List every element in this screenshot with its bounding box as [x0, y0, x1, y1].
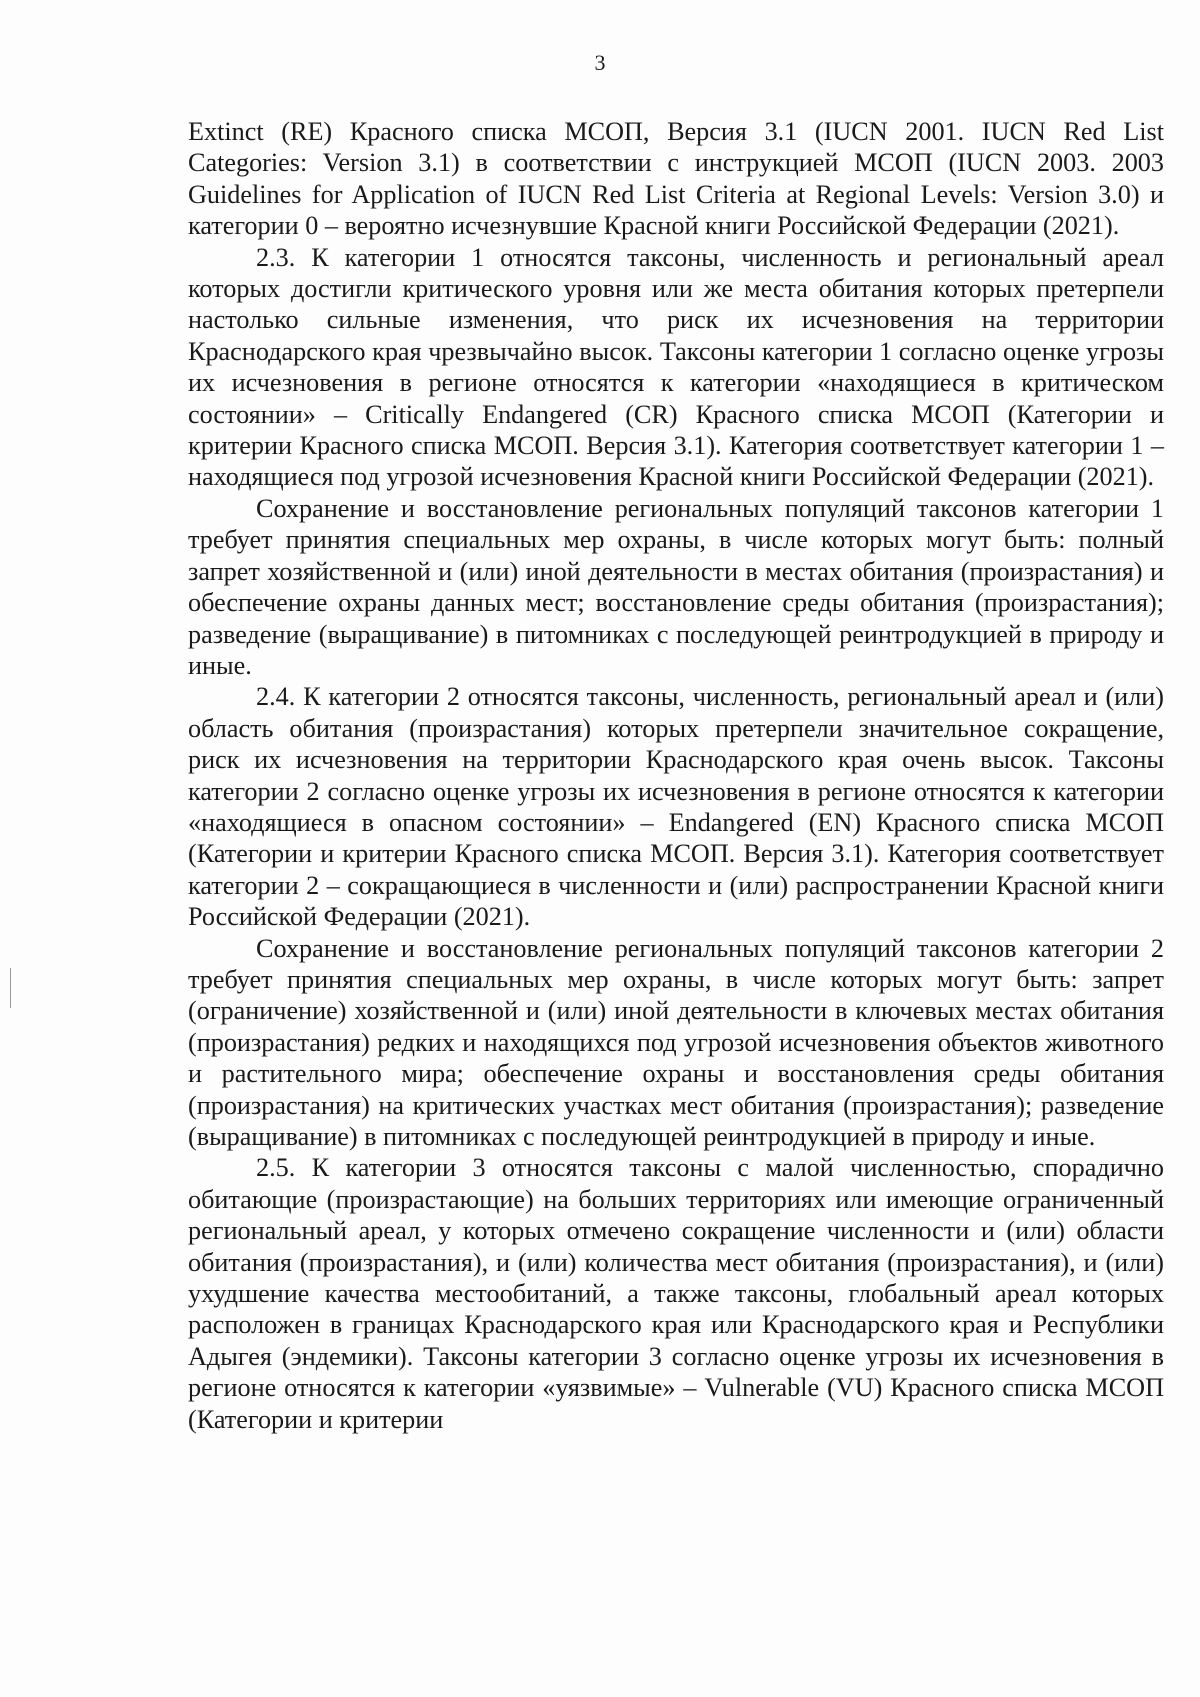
margin-mark [10, 968, 11, 1008]
page-number: 3 [594, 50, 606, 75]
document-body [188, 116, 1164, 1435]
paragraph-category-2-measures: Сохранение и восстановление региональных популяций таксонов категории 2 требует принятия специальных мер охраны, в числе которых могут быть: запрет (ограничение) хозяйственной и (или) иной деятельности в ключевых местах обитания (произрастания) редких и находящихся под угрозой исчезновения объектов животного и растительного мира; обеспечение охраны и восстановления среды обитания (произрастания) на критических участках мест обитания (произрастания); разведение (выращивание) в питомниках с последующей реинтродукцией в природу и иные. [188, 933, 1164, 1151]
paragraph-section-2-3: 2.3. К категории 1 относятся таксоны, численность и региональный ареал которых достигли критического уровня или же места обитания которых претерпели настолько сильные изменения, что риск их исчезновения на территории Краснодарского края чрезвычайно высок. Таксоны категории 1 согласно оценке угрозы их исчезновения в регионе относятся к категории «находящиеся в критическом состоянии» – Critically Endangered (CR) Красного списка МСОП (Категории и критерии Красного списка МСОП. Версия 3.1). Категория соответствует категории 1 – находящиеся под угрозой исчезновения Красной книги Российской Федерации (2021). [188, 242, 1164, 492]
paragraph-continuation: Extinct (RE) Красного списка МСОП, Версия 3.1 (IUCN 2001. IUCN Red List Categories: Version 3.1) в соответствии с инструкцией МСОП (IUCN 2003. 2003 Guidelines for Application of IUCN Red List Criteria at Regional Levels: Version 3.0) и категории 0 – вероятно исчезнувшие Красной книги Российской Федерации (2021). [188, 117, 1164, 241]
paragraph-category-1-measures: Сохранение и восстановление региональных популяций таксонов категории 1 требует принятия специальных мер охраны, в числе которых могут быть: полный запрет хозяйственной и (или) иной деятельности в местах обитания (произрастания) и обеспечение охраны данных мест; восстановление среды обитания (произрастания); разведение (выращивание) в питомниках с последующей реинтродукцией в природу и иные. [188, 493, 1164, 680]
paragraph-section-2-5: 2.5. К категории 3 относятся таксоны с малой численностью, спорадично обитающие (произрастающие) на больших территориях или имеющие ограниченный региональный ареал, у которых отмечено сокращение численности и (или) области обитания (произрастания), и (или) количества мест обитания (произрастания), и (или) ухудшение качества местообитаний, а также таксоны, глобальный ареал которых расположен в границах Краснодарского края или Краснодарского края и Республики Адыгея (эндемики). Таксоны категории 3 согласно оценке угрозы их исчезновения в регионе относятся к категории «уязвимые» – Vulnerable (VU) Красного списка МСОП (Категории и критерии [188, 1153, 1164, 1434]
paragraph-section-2-4: 2.4. К категории 2 относятся таксоны, численность, региональный ареал и (или) область обитания (произрастания) которых претерпели значительное сокращение, риск их исчезновения на территории Краснодарского края очень высок. Таксоны категории 2 согласно оценке угрозы их исчезновения в регионе относятся к категории «находящиеся в опасном состоянии» – Endangered (EN) Красного списка МСОП (Категории и критерии Красного списка МСОП. Версия 3.1). Категория соответствует категории 2 – сокращающиеся в численности и (или) распространении Красной книги Российской Федерации (2021). [188, 682, 1164, 932]
